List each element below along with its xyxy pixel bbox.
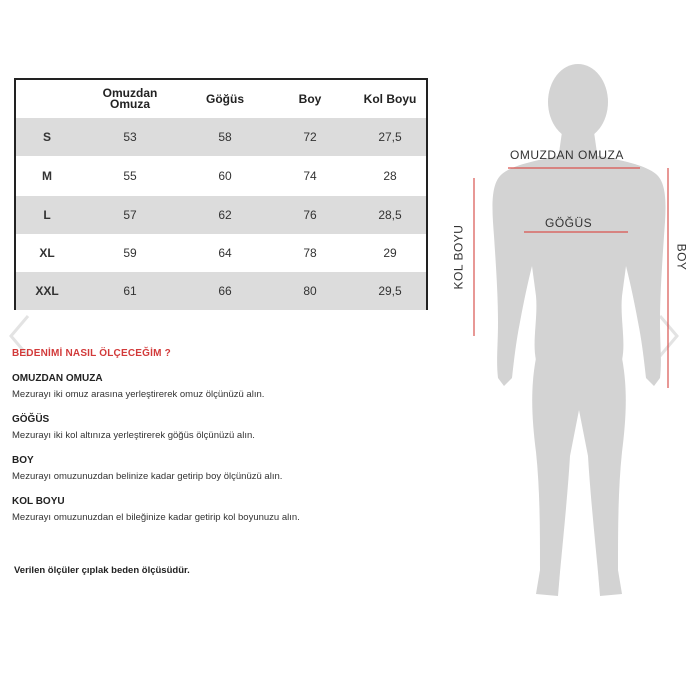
measurement-guide bbox=[12, 348, 432, 537]
table-row bbox=[16, 157, 426, 195]
header-cell: Omuzdan Omuza bbox=[102, 86, 158, 111]
body-silhouette bbox=[440, 60, 700, 620]
guide-heading-length: BOY bbox=[12, 455, 34, 466]
body-figure bbox=[440, 60, 700, 620]
silhouette-shape bbox=[492, 64, 665, 596]
table-cell: 28 bbox=[383, 169, 397, 183]
table-row bbox=[16, 118, 426, 156]
table-row bbox=[16, 196, 426, 234]
guide-text-length: Mezurayı omuzunuzdan belinize kadar getirip boy ölçünüzü alın. bbox=[12, 471, 283, 482]
length-label: BOY bbox=[674, 243, 689, 271]
table-cell: 72 bbox=[303, 130, 317, 144]
table-cell: 53 bbox=[123, 130, 137, 144]
table-cell: 64 bbox=[218, 246, 232, 260]
header-cell: Göğüs bbox=[206, 91, 244, 106]
table-row bbox=[16, 272, 426, 310]
table-cell: 27,5 bbox=[378, 130, 402, 144]
sleeve-label: KOL BOYU bbox=[451, 224, 466, 290]
table-cell: 28,5 bbox=[378, 208, 402, 222]
guide-title: BEDENİMİ NASIL ÖLÇECEĞİM ? bbox=[12, 348, 171, 359]
size-cell: M bbox=[42, 169, 52, 183]
table-cell: 61 bbox=[123, 284, 137, 298]
size-cell: S bbox=[42, 130, 51, 144]
table-cell: 62 bbox=[218, 208, 232, 222]
guide-heading-shoulder: OMUZDAN OMUZA bbox=[12, 373, 103, 384]
size-table bbox=[14, 78, 428, 310]
table-cell: 55 bbox=[123, 169, 137, 183]
table-cell: 78 bbox=[303, 246, 317, 260]
size-cell: XXL bbox=[35, 284, 59, 298]
header-cell: Boy bbox=[298, 91, 322, 106]
table-cell: 29,5 bbox=[378, 284, 402, 298]
guide-text-shoulder: Mezurayı iki omuz arasına yerleştirerek omuz ölçünüzü alın. bbox=[12, 389, 265, 400]
table-cell: 76 bbox=[303, 208, 317, 222]
table-cell: 80 bbox=[303, 284, 317, 298]
guide-text-chest: Mezurayı iki kol altınıza yerleştirerek göğüs ölçünüzü alın. bbox=[12, 430, 255, 441]
chest-label: GÖĞÜS bbox=[545, 216, 593, 230]
header-cell: Kol Boyu bbox=[363, 91, 417, 106]
table-cell: 74 bbox=[303, 169, 317, 183]
table-cell: 58 bbox=[218, 130, 232, 144]
guide-text-sleeve: Mezurayı omuzunuzdan el bileğinize kadar getirip kol boyunuzu alın. bbox=[12, 512, 300, 523]
table-cell: 66 bbox=[218, 284, 232, 298]
table-cell: 57 bbox=[123, 208, 137, 222]
table-row bbox=[16, 234, 426, 272]
table-header bbox=[16, 80, 426, 118]
table-cell: 59 bbox=[123, 246, 137, 260]
guide-heading-sleeve: KOL BOYU bbox=[12, 496, 65, 507]
guide-heading-chest: GÖĞÜS bbox=[12, 414, 50, 425]
table-cell: 60 bbox=[218, 169, 232, 183]
size-cell: L bbox=[43, 208, 51, 222]
table-cell: 29 bbox=[383, 246, 397, 260]
header-cell bbox=[16, 80, 78, 118]
measurement-note: Verilen ölçüler çıplak beden ölçüsüdür. bbox=[14, 565, 190, 576]
size-cell: XL bbox=[39, 246, 55, 260]
shoulder-label: OMUZDAN OMUZA bbox=[510, 148, 624, 162]
